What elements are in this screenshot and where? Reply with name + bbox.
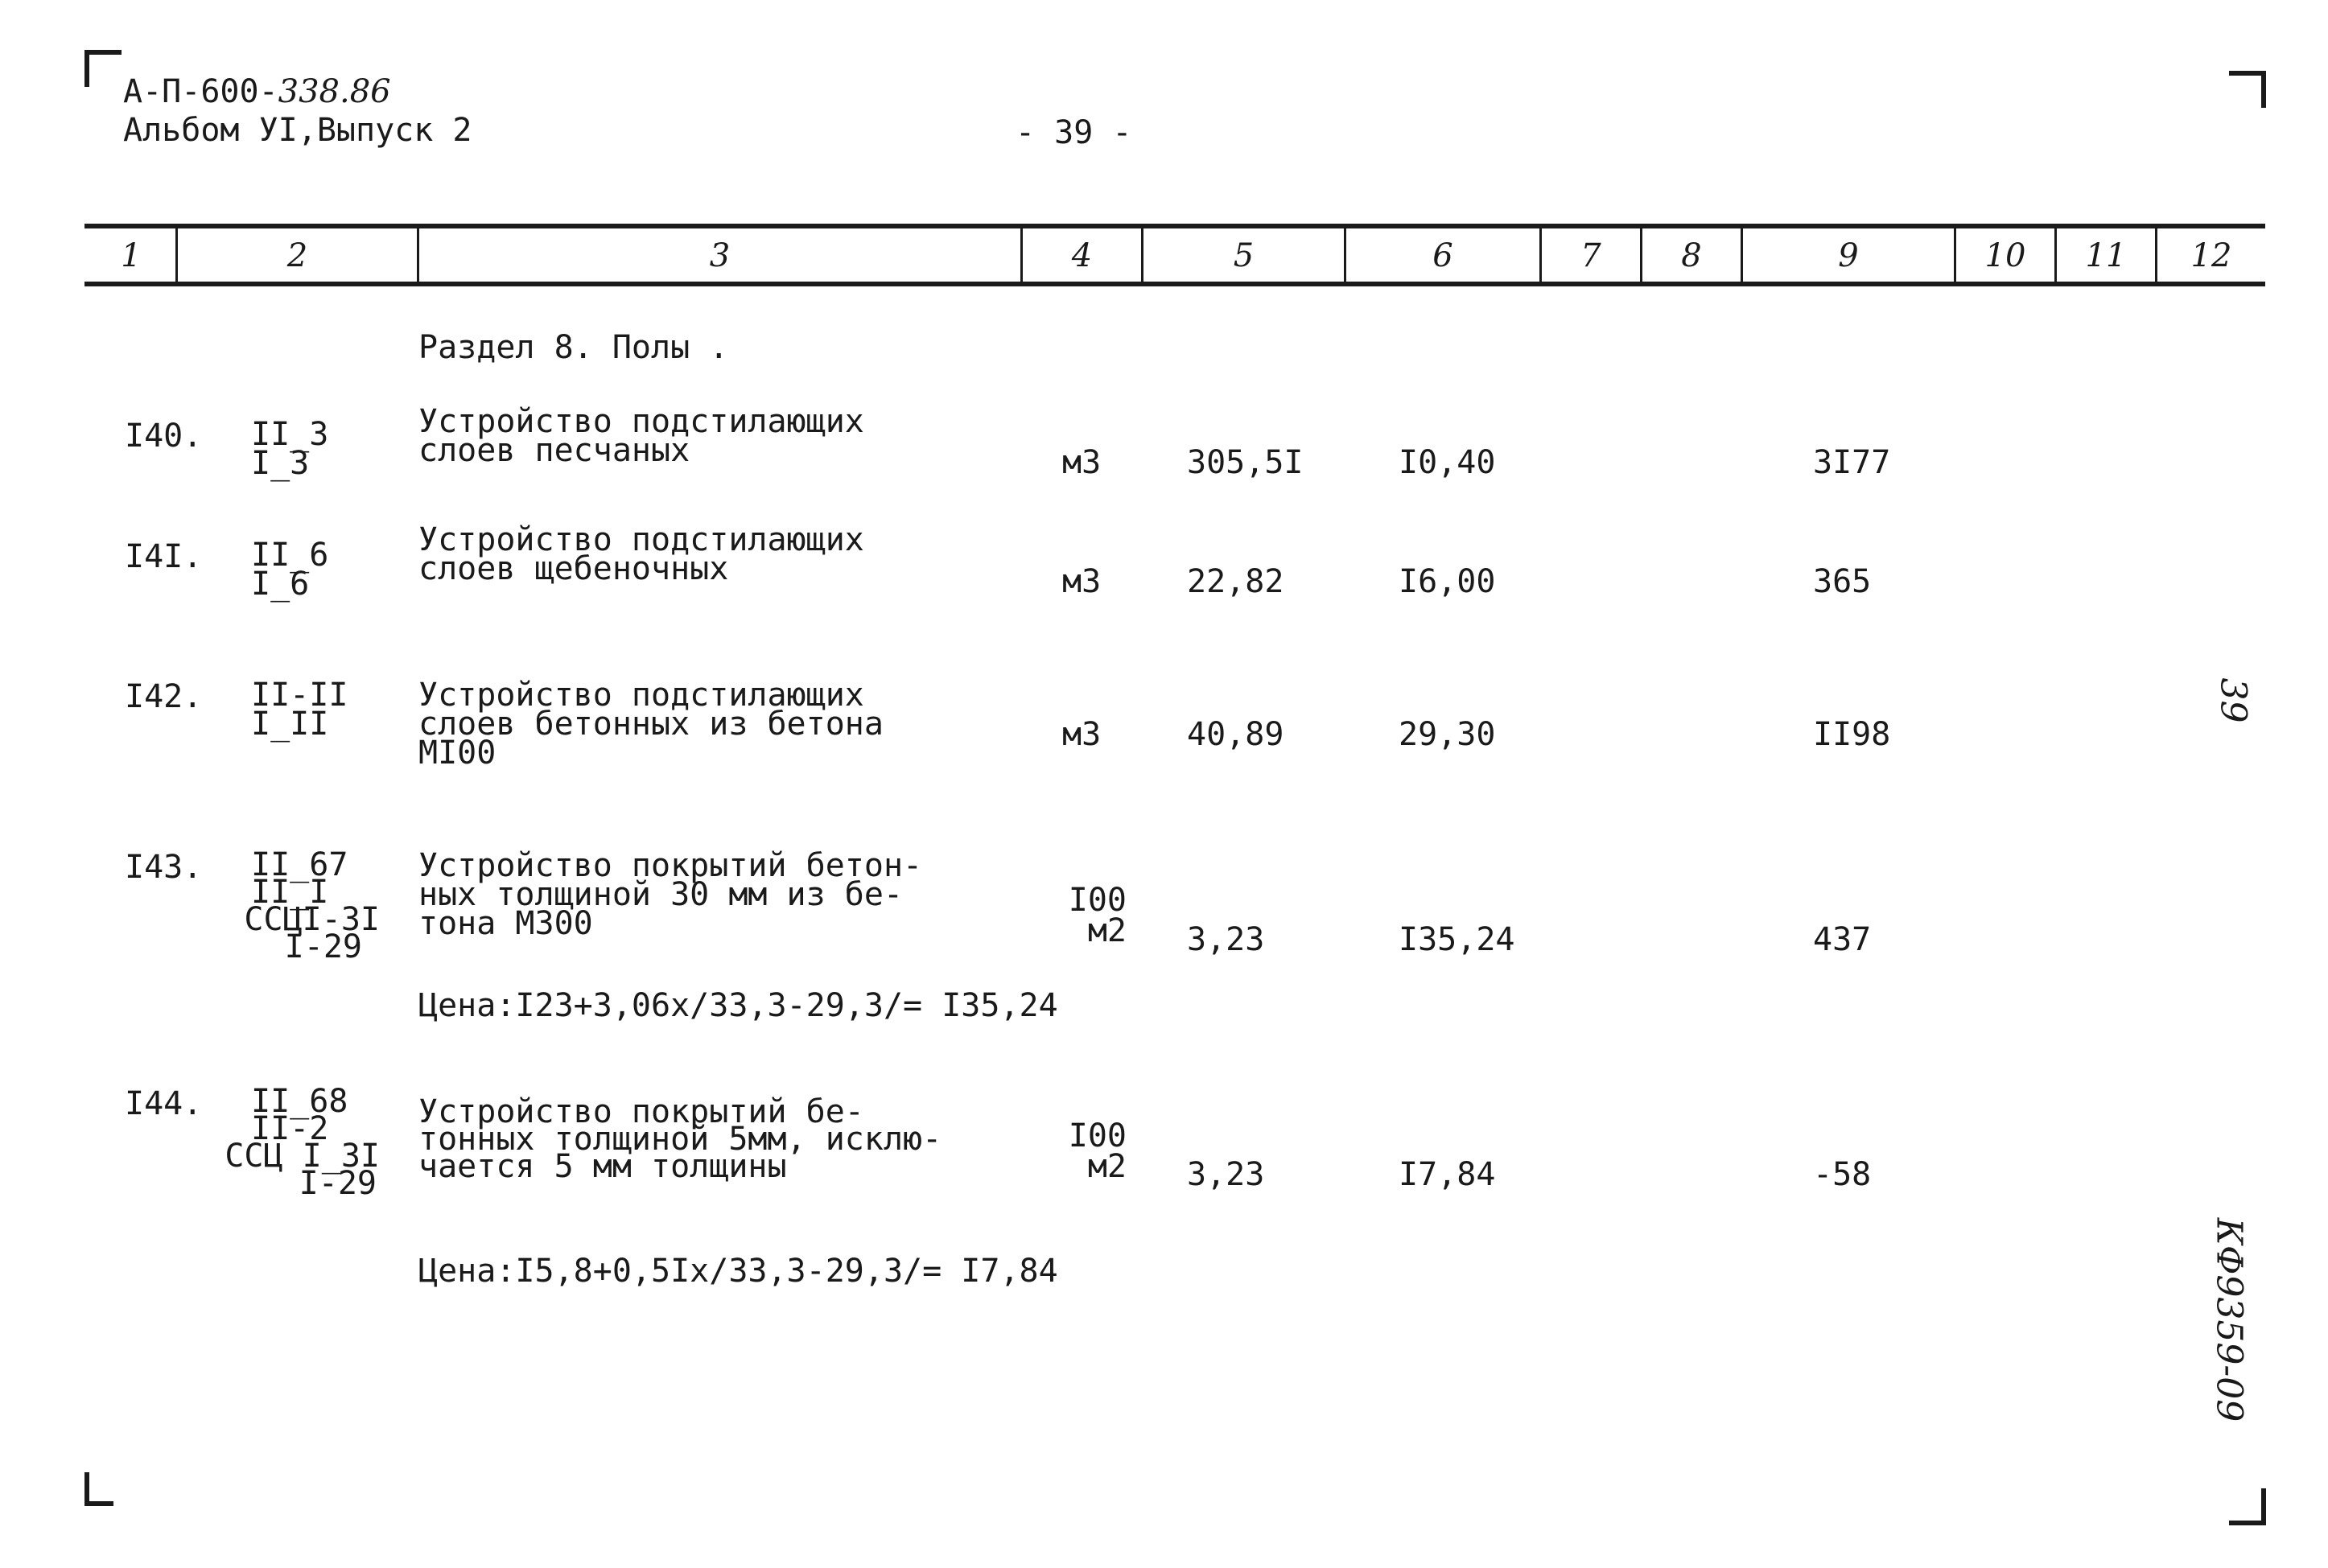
code-line: II_68 [251,1083,348,1120]
row-unit: м3 [1062,444,1102,481]
code-line: II-II [251,677,348,714]
row-description [418,1093,942,1185]
row-description [418,847,923,942]
document-code [123,73,391,110]
row-unit-price: 29,30 [1399,716,1496,753]
column-header-10: 10 [1984,237,2026,274]
description-line: слоев бетонных из бетона [418,706,884,743]
code-line: II_3 [251,416,329,453]
document-code-prefix: А-П-600- [123,73,278,110]
row-codes [251,416,329,482]
description-line: Устройство покрытий бетон- [418,847,923,884]
row-unit: м3 [1062,563,1102,600]
row-codes [203,1083,380,1202]
description-line: слоев песчаных [418,432,690,469]
margin-document-reference: КФ9359-09 [2208,1217,2250,1422]
column-header-6: 6 [1432,237,1453,274]
margin-page-mark: 39 [2212,677,2254,723]
row-unit: м3 [1062,716,1102,753]
album-line: Альбом УІ,Выпуск 2 [123,112,472,149]
row-unit-price: I0,40 [1399,444,1496,481]
row-unit-price: I7,84 [1399,1156,1496,1193]
price-formula-note: Цена:I23+3,06x/33,3-29,3/= I35,24 [418,987,1058,1024]
column-header-12: 12 [2190,237,2232,274]
section-title: Раздел 8. Полы . [418,329,729,366]
description-line: тонных толщиной 5мм, исклю- [418,1121,942,1158]
row-number: I44. [125,1085,203,1122]
row-quantity: 22,82 [1187,563,1284,600]
row-description [418,521,864,587]
row-quantity: 40,89 [1187,716,1284,753]
column-header-2: 2 [286,237,308,274]
description-line: Устройство подстилающих [418,521,864,558]
description-line: Устройство покрытий бе- [418,1093,864,1130]
description-line: ных толщиной 30 мм из бе- [418,876,904,913]
code-line: ССЦ I_3I [225,1138,380,1175]
row-description [418,403,864,469]
row-number: I4I. [125,538,203,575]
row-number: I43. [125,849,203,886]
description-line: Устройство подстилающих [418,403,864,440]
row-total: 3I77 [1813,444,1891,481]
code-line: II_6 [251,537,329,574]
code-line: II-2 [251,1110,329,1147]
row-description [418,677,884,772]
row-quantity: 3,23 [1187,921,1265,958]
price-formula-note: Цена:I5,8+0,5Ix/33,3-29,3/= I7,84 [418,1253,1058,1290]
row-number: I42. [125,678,203,715]
corner-mark-top-right [2229,71,2266,108]
row-total: 365 [1813,563,1872,600]
column-header-8: 8 [1681,237,1702,274]
row-unit-price: I35,24 [1399,921,1515,958]
unit-line: м2 [1087,1148,1127,1185]
row-total: 437 [1813,921,1872,958]
column-header-5: 5 [1233,237,1255,274]
description-line: тона М300 [418,905,593,942]
corner-mark-top-left [84,50,122,87]
code-line: II_I [251,874,329,911]
column-header-9: 9 [1838,237,1859,274]
code-line: I_II [251,706,329,743]
row-quantity: 3,23 [1187,1156,1265,1193]
column-header-4: 4 [1071,237,1093,274]
row-codes [211,846,380,965]
unit-line: I00 [1068,882,1127,919]
row-unit [1046,882,1127,949]
row-quantity: 305,5I [1187,444,1304,481]
code-line: II_67 [251,846,348,883]
description-line: чается 5 мм толщины [418,1148,787,1185]
row-unit [1046,1117,1127,1185]
corner-mark-bottom-left [84,1472,113,1506]
column-header-1: 1 [121,237,142,274]
row-total: -58 [1813,1156,1872,1193]
row-number: I40. [125,418,203,455]
code-line: I_3 [251,445,310,482]
row-unit-price: I6,00 [1399,563,1496,600]
code-line: I-29 [284,928,362,965]
description-line: МI00 [418,735,497,772]
corner-mark-bottom-right [2229,1488,2266,1525]
row-codes [251,677,348,743]
column-header-7: 7 [1580,237,1601,274]
row-total: II98 [1813,716,1891,753]
code-line: I_6 [251,566,310,603]
code-line: ССЦI-3I [244,901,380,938]
column-header-3: 3 [709,237,731,274]
description-line: Устройство подстилающих [418,677,864,714]
unit-line: I00 [1068,1117,1127,1154]
unit-line: м2 [1087,912,1127,949]
code-line: I-29 [299,1165,377,1202]
row-codes [251,537,329,603]
document-code-handwritten: 338.86 [278,73,391,110]
page-number: - 39 - [1016,114,1132,151]
column-header-11: 11 [2085,237,2127,274]
description-line: слоев щебеночных [418,550,729,587]
